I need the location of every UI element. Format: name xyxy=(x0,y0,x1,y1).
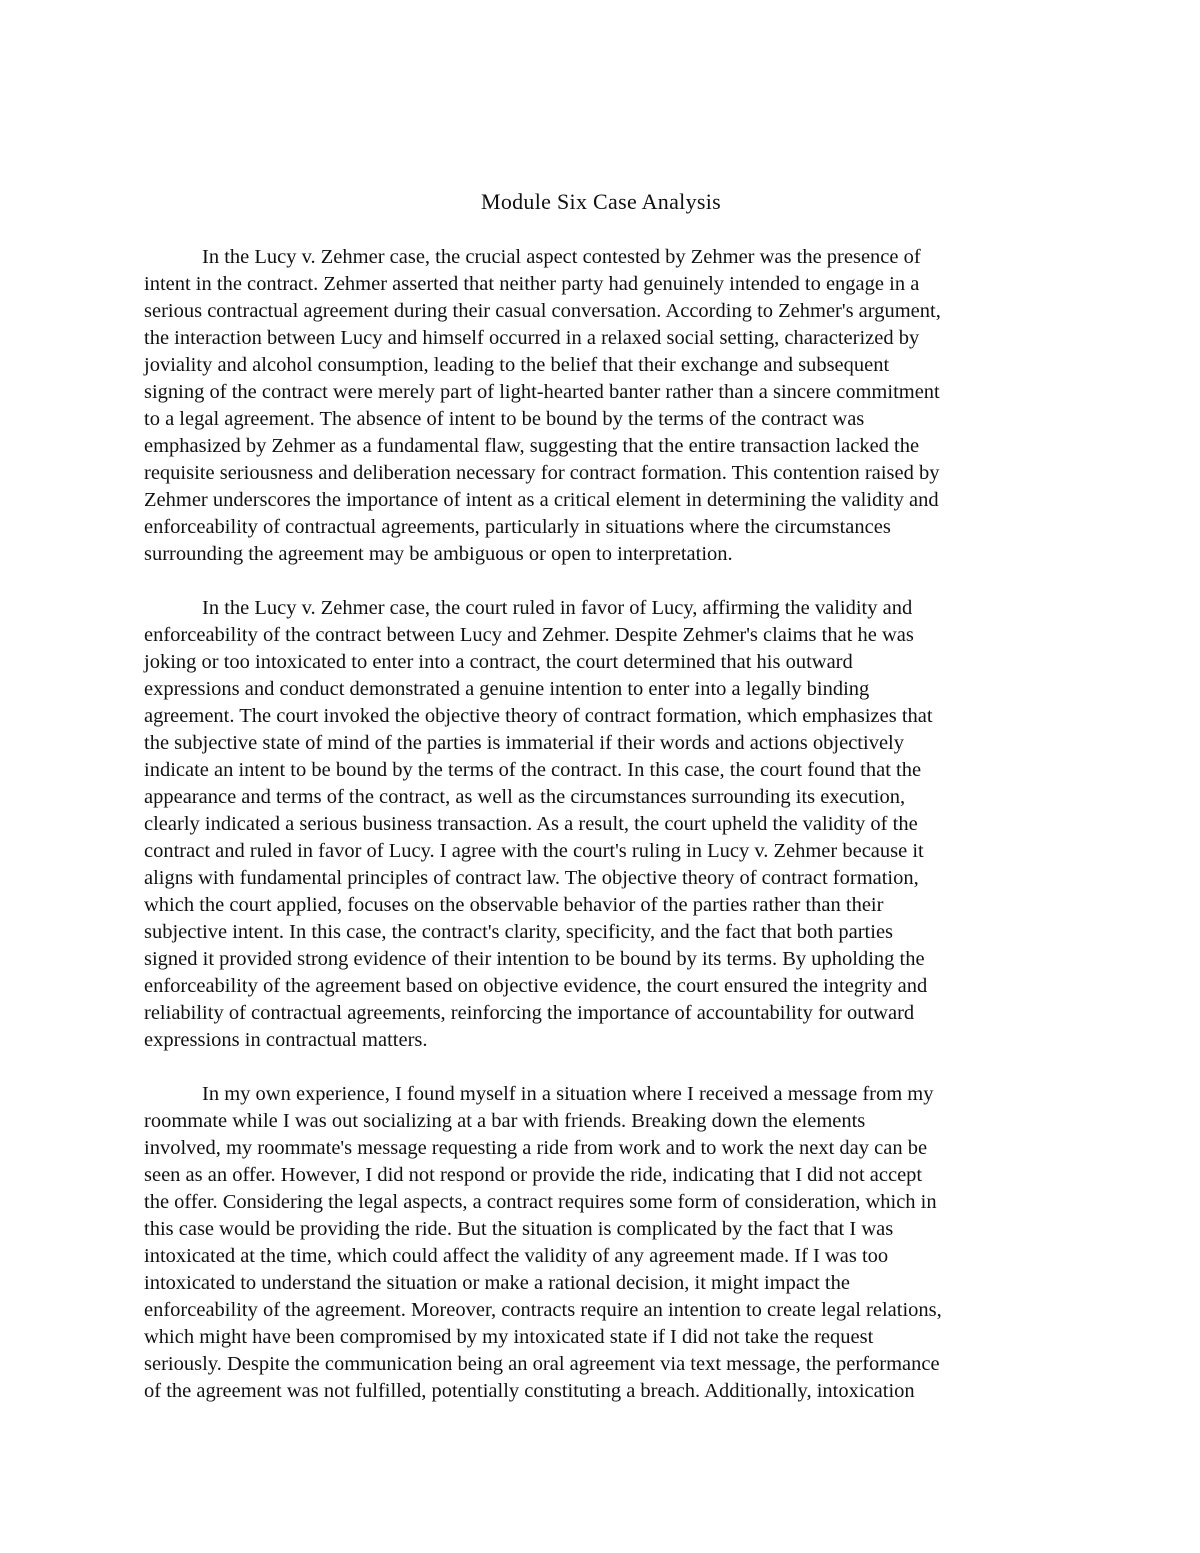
paragraph-line: emphasized by Zehmer as a fundamental flaw, suggesting that the entire transaction lacked the xyxy=(144,435,920,457)
paragraph-line: seriously. Despite the communication being an oral agreement via text message, the performance xyxy=(144,1353,940,1375)
paragraph-line: indicate an intent to be bound by the terms of the contract. In this case, the court found that the xyxy=(144,759,922,781)
paragraph-line: this case would be providing the ride. But the situation is complicated by the fact that I was xyxy=(144,1218,894,1240)
paragraph-2 xyxy=(144,595,1058,1054)
paragraph-line: the offer. Considering the legal aspects, a contract requires some form of consideration, which in xyxy=(144,1191,937,1213)
document-title: Module Six Case Analysis xyxy=(480,189,722,214)
paragraph-gap xyxy=(144,568,1058,595)
paragraph-3 xyxy=(144,1081,1058,1405)
paragraph-line: enforceability of contractual agreements, particularly in situations where the circumstances xyxy=(144,516,891,538)
paragraph-line: enforceability of the agreement. Moreover, contracts require an intention to create legal relations, xyxy=(144,1299,942,1321)
paragraph-line: the interaction between Lucy and himself occurred in a relaxed social setting, characterized by xyxy=(144,327,920,349)
paragraph-line: contract and ruled in favor of Lucy. I agree with the court's ruling in Lucy v. Zehmer because it xyxy=(144,840,924,862)
paragraph-line: intoxicated to understand the situation or make a rational decision, it might impact the xyxy=(144,1272,850,1294)
paragraph-line: In the Lucy v. Zehmer case, the court ruled in favor of Lucy, affirming the validity and xyxy=(202,597,913,619)
paragraph-line: enforceability of the contract between Lucy and Zehmer. Despite Zehmer's claims that he was xyxy=(144,624,914,646)
paragraph-line: which the court applied, focuses on the observable behavior of the parties rather than their xyxy=(144,894,884,916)
paragraph-line: subjective intent. In this case, the contract's clarity, specificity, and the fact that both parties xyxy=(144,921,894,943)
paragraph-line: In the Lucy v. Zehmer case, the crucial aspect contested by Zehmer was the presence of xyxy=(202,246,921,268)
paragraph-line: reliability of contractual agreements, reinforcing the importance of accountability for outward xyxy=(144,1002,915,1024)
paragraph-line: roommate while I was out socializing at a bar with friends. Breaking down the elements xyxy=(144,1110,866,1132)
paragraph-line: signed it provided strong evidence of their intention to be bound by its terms. By upholding the xyxy=(144,948,925,970)
paragraph-line: agreement. The court invoked the objective theory of contract formation, which emphasizes that xyxy=(144,705,933,727)
paragraph-line: seen as an offer. However, I did not respond or provide the ride, indicating that I did not accept xyxy=(144,1164,923,1186)
paragraph-line: intent in the contract. Zehmer asserted that neither party had genuinely intended to engage in a xyxy=(144,273,920,295)
paragraph-line: serious contractual agreement during their casual conversation. According to Zehmer's argument, xyxy=(144,300,941,322)
paragraph-line: enforceability of the agreement based on objective evidence, the court ensured the integrity and xyxy=(144,975,928,997)
paragraph-line: Zehmer underscores the importance of intent as a critical element in determining the validity and xyxy=(144,489,939,511)
paragraph-1 xyxy=(144,244,1058,568)
paragraph-line: to a legal agreement. The absence of intent to be bound by the terms of the contract was xyxy=(144,408,865,430)
document-paragraphs xyxy=(144,244,1058,1405)
paragraph-line: In my own experience, I found myself in a situation where I received a message from my xyxy=(202,1083,934,1105)
paragraph-line: surrounding the agreement may be ambiguous or open to interpretation. xyxy=(144,543,733,565)
paragraph-line: intoxicated at the time, which could affect the validity of any agreement made. If I was too xyxy=(144,1245,889,1267)
document-body xyxy=(144,187,1058,1405)
paragraph-line: signing of the contract were merely part of light-hearted banter rather than a sincere commitment xyxy=(144,381,940,403)
paragraph-gap xyxy=(144,1054,1058,1081)
paragraph-line: the subjective state of mind of the parties is immaterial if their words and actions objectively xyxy=(144,732,904,754)
paragraph-line: involved, my roommate's message requesting a ride from work and to work the next day can be xyxy=(144,1137,928,1159)
paragraph-line: which might have been compromised by my intoxicated state if I did not take the request xyxy=(144,1326,874,1348)
paragraph-line: clearly indicated a serious business transaction. As a result, the court upheld the validity of the xyxy=(144,813,918,835)
paragraph-line: aligns with fundamental principles of contract law. The objective theory of contract formation, xyxy=(144,867,919,889)
paragraph-line: expressions and conduct demonstrated a genuine intention to enter into a legally binding xyxy=(144,678,870,700)
paragraph-line: joviality and alcohol consumption, leading to the belief that their exchange and subsequent xyxy=(144,354,890,376)
paragraph-line: expressions in contractual matters. xyxy=(144,1029,428,1051)
paragraph-line: of the agreement was not fulfilled, potentially constituting a breach. Additionally, intoxication xyxy=(144,1380,915,1402)
paragraph-line: requisite seriousness and deliberation necessary for contract formation. This contention raised by xyxy=(144,462,940,484)
paragraph-line: appearance and terms of the contract, as well as the circumstances surrounding its execution, xyxy=(144,786,906,808)
paragraph-line: joking or too intoxicated to enter into a contract, the court determined that his outward xyxy=(144,651,853,673)
